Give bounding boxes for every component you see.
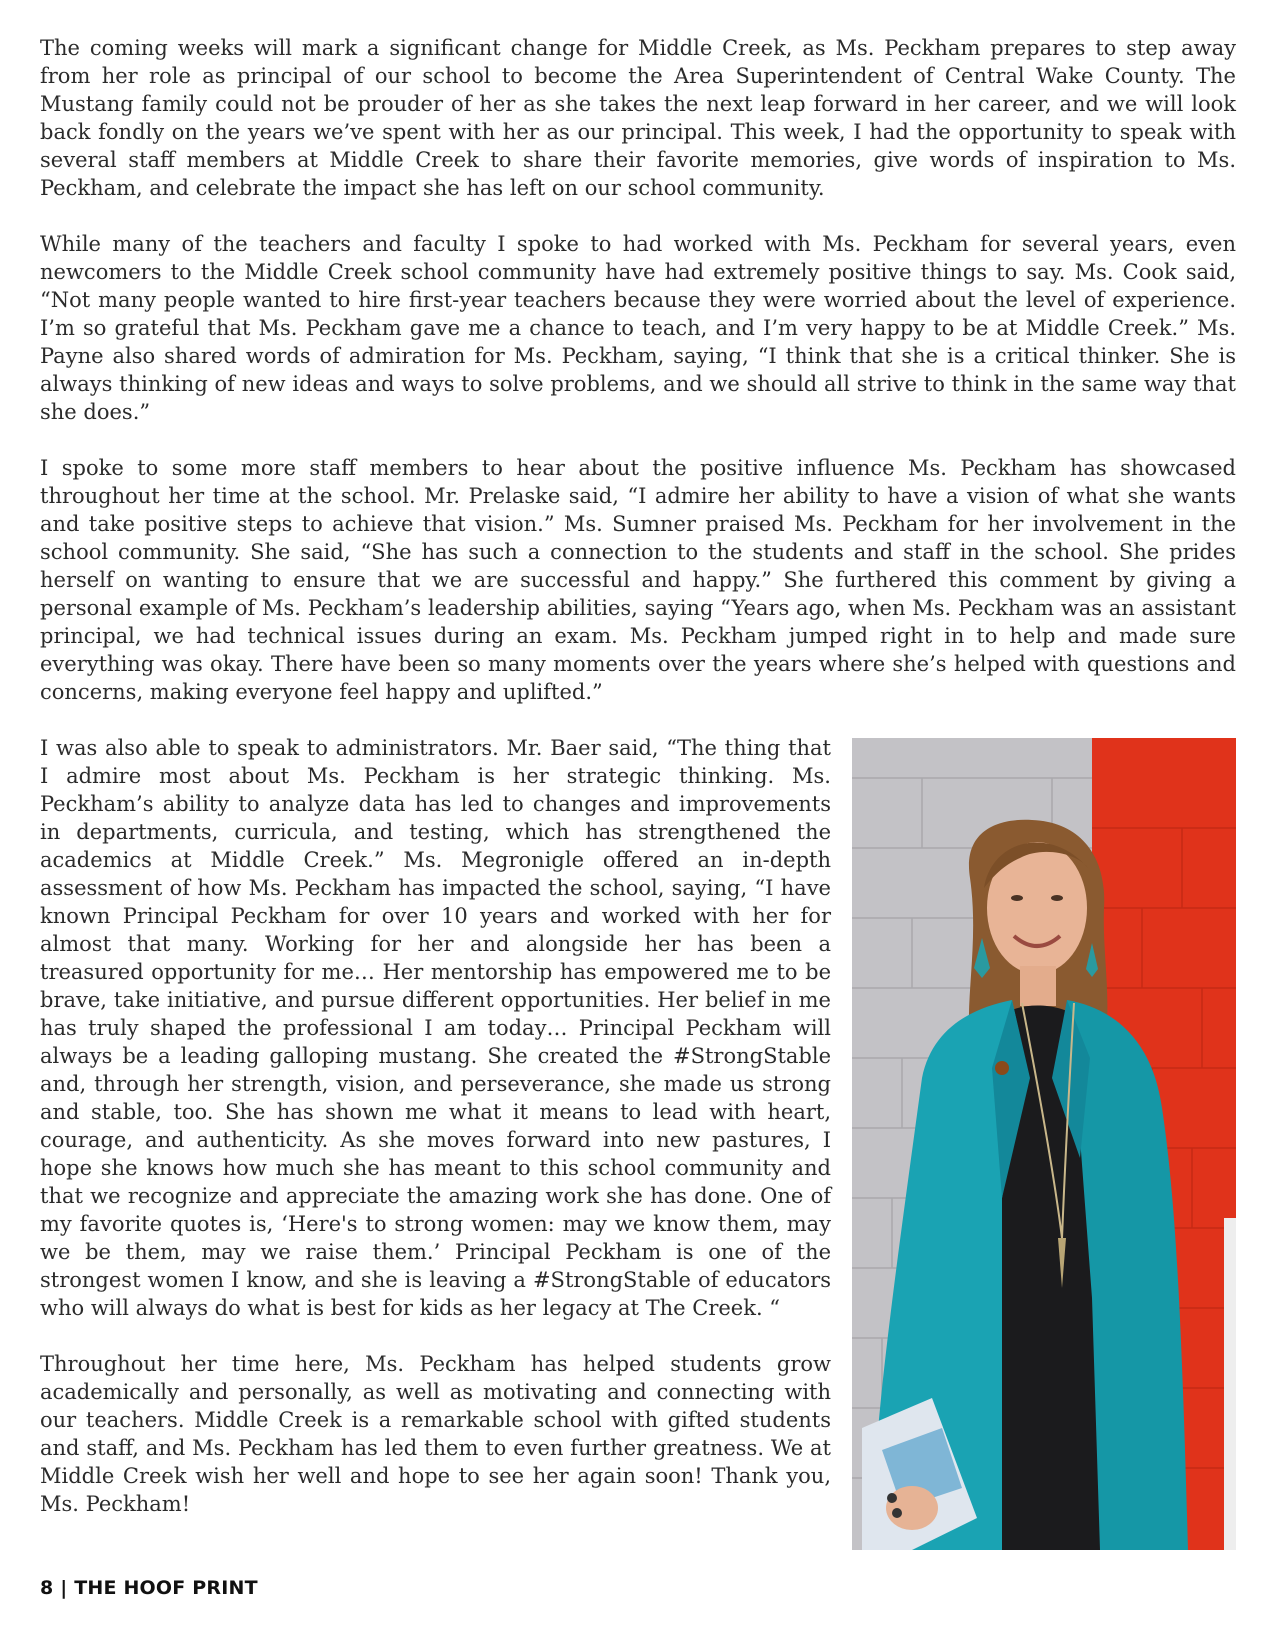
principal-photo xyxy=(852,738,1236,1550)
article-paragraph: I was also able to speak to administrators. Mr. Baer said, “The thing that I admire most about Ms. Peckham is her strategic thinking. Ms. Peckham’s ability to analyze data has led to changes and improvements in departments, curricula, and testing, which has strengthened the academics at Middle Creek.” Ms. Megronigle offered an in-depth assessment of how Ms. Peckham has impacted the school, saying, “I have known Principal Peckham for over 10 years and worked with her for almost that many. Working for her and alongside her has been a treasured opportunity for me… Her mentorship has empowered me to be brave, take initiative, and pursue different opportunities. Her belief in me has truly shaped the professional I am today… Principal Peckham will always be a leading galloping mustang. She created the #StrongStable and, through her strength, vision, and perseverance, she made us strong and stable, too. She has shown me what it means to lead with heart, courage, and authenticity. As she moves forward into new pastures, I hope she knows how much she has meant to this school community and that we recognize and appreciate the amazing work she has done. One of my favorite quotes is, ‘Here's to strong women: may we know them, may we be them, may we raise them.’ Principal Peckham is one of the strongest women I know, and she is leaving a #StrongStable of educators who will always do what is best for kids as her legacy at The Creek. “ xyxy=(40,736,831,1320)
article-paragraph: Throughout her time here, Ms. Peckham has helped students grow academically and personally, as well as motivating and connecting with our teachers. Middle Creek is a remarkable school with gifted students and staff, and Ms. Peckham has led them to even further greatness. We at Middle Creek wish her well and hope to see her again soon! Thank you, Ms. Peckham! xyxy=(40,1352,831,1516)
page-footer: 8 | THE HOOF PRINT xyxy=(40,1577,258,1599)
article-body xyxy=(40,34,1236,1560)
article-paragraph: I spoke to some more staff members to hear about the positive influence Ms. Peckham has showcased throughout her time at the school. Mr. Prelaske said, “I admire her ability to have a vision of what she wants and take positive steps to achieve that vision.” Ms. Sumner praised Ms. Peckham for her involvement in the school community. She said, “She has such a connection to the students and staff in the school. She prides herself on wanting to ensure that we are successful and happy.” She furthered this comment by giving a personal example of Ms. Peckham’s leadership abilities, saying “Years ago, when Ms. Peckham was an assistant principal, we had technical issues during an exam. Ms. Peckham jumped right in to help and made sure everything was okay. There have been so many moments over the years where she’s helped with questions and concerns, making everyone feel happy and uplifted.” xyxy=(40,456,1236,704)
article-paragraph: While many of the teachers and faculty I spoke to had worked with Ms. Peckham for several years, even newcomers to the Middle Creek school community have had extremely positive things to say. Ms. Cook said, “Not many people wanted to hire first-year teachers because they were worried about the level of experience. I’m so grateful that Ms. Peckham gave me a chance to teach, and I’m very happy to be at Middle Creek.” Ms. Payne also shared words of admiration for Ms. Peckham, saying, “I think that she is a critical thinker. She is always thinking of new ideas and ways to solve problems, and we should all strive to think in the same way that she does.” xyxy=(40,232,1236,424)
article-paragraph: The coming weeks will mark a significant change for Middle Creek, as Ms. Peckham prepares to step away from her role as principal of our school to become the Area Superintendent of Central Wake County. The Mustang family could not be prouder of her as she takes the next leap forward in her career, and we will look back fondly on the years we’ve spent with her as our principal. This week, I had the opportunity to speak with several staff members at Middle Creek to share their favorite memories, give words of inspiration to Ms. Peckham, and celebrate the impact she has left on our school community. xyxy=(40,36,1236,200)
